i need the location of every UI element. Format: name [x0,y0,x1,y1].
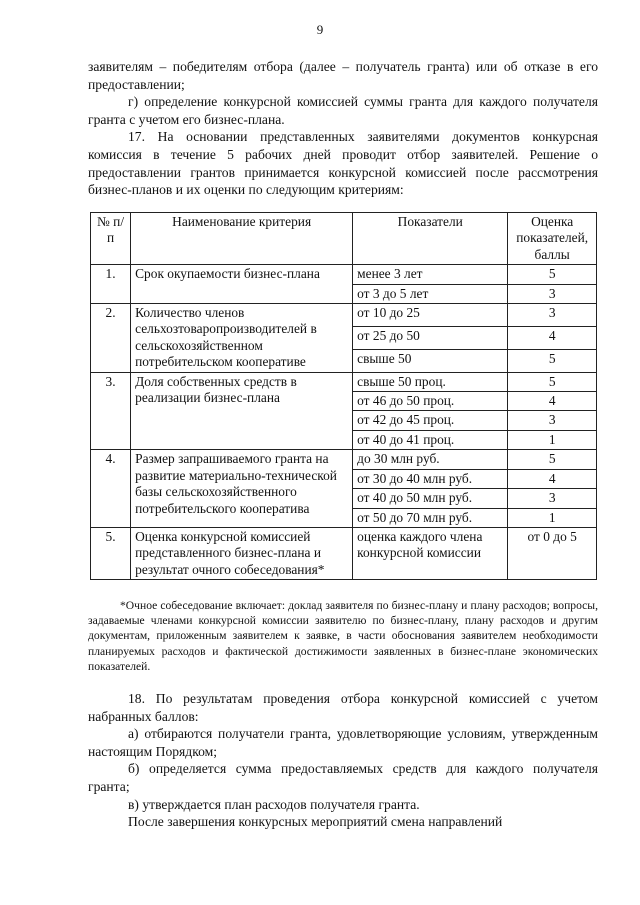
criterion-number: 3. [91,372,131,450]
paragraph: После завершения конкурсных мероприятий смена направлений [128,814,503,830]
header-score: Оценка показателей, баллы [508,213,597,265]
page-number: 9 [316,22,324,37]
paragraph: б) определяется сумма предоставляемых средств для каждого получателя гранта; [88,761,598,794]
score-cell: 5 [508,372,597,391]
header-criterion: Наименование критерия [131,213,353,265]
indicator-cell: от 50 до 70 млн руб. [353,508,508,527]
indicator-cell: до 30 млн руб. [353,450,508,469]
score-cell: 3 [508,304,597,327]
paragraph: 17. На основании представленных заявителями документов конкурсная комиссия в течение 5 рабочих дней проводит отбор заявителей. Решение о предоставлении грантов принимается конкурсной комиссией после рассмотрения бизнес-планов и их оценки по следующим критериям: [88,129,598,198]
score-cell: 3 [508,489,597,508]
indicator-cell: от 42 до 45 проц. [353,411,508,430]
indicator-cell: от 40 до 50 млн руб. [353,489,508,508]
criteria-table-body [91,265,597,580]
indicator-cell: от 10 до 25 [353,304,508,327]
footnote-text: *Очное собеседование включает: доклад заявителя по бизнес-плану и плану расходов; вопросы, задаваемые членами конкурсной комиссии заявителю по бизнес-плану, плану расходов и другим документам, приложенным заявителем к заявке, в части обоснования заявителем необходимости планируемых расходов и фактической достижимости заявленных в бизнес-плане экономических показателей. [88,599,598,673]
header-number: № п/п [91,213,131,265]
criterion-name: Срок окупаемости бизнес-плана [131,265,353,304]
score-cell: 3 [508,411,597,430]
indicator-cell: от 3 до 5 лет [353,284,508,303]
indicator-cell: менее 3 лет [353,265,508,284]
table-row [91,527,597,579]
table-header-row [91,213,597,265]
criterion-name: Доля собственных средств в реализации бизнес-плана [131,372,353,450]
indicator-cell: свыше 50 проц. [353,372,508,391]
indicator-cell: от 25 до 50 [353,326,508,349]
score-cell: 5 [508,265,597,284]
table-row [91,304,597,327]
criterion-name: Оценка конкурсной комиссией представленного бизнес-плана и результат очного собеседования* [131,527,353,579]
paragraph: в) утверждается план расходов получателя гранта. [128,796,420,812]
paragraph: заявителям – победителям отбора (далее – получатель гранта) или об отказе в его предоставлении; [88,59,598,92]
criterion-name: Количество членов сельхозтоваропроизводителей в сельскохозяйственном потребительском кооперативе [131,304,353,373]
paragraph: 18. По результатам проведения отбора конкурсной комиссией с учетом набранных баллов: [88,691,598,724]
score-cell: 1 [508,430,597,449]
criteria-table [90,212,597,580]
table-row [91,372,597,391]
header-indicators: Показатели [353,213,508,265]
table-row [91,450,597,469]
indicator-cell: от 40 до 41 проц. [353,430,508,449]
indicator-cell: от 30 до 40 млн руб. [353,469,508,488]
paragraph: г) определение конкурсной комиссией суммы гранта для каждого получателя гранта с учетом его бизнес-плана. [88,94,598,127]
score-cell: 3 [508,284,597,303]
score-cell: 1 [508,508,597,527]
score-cell: 5 [508,450,597,469]
score-cell: 4 [508,392,597,411]
score-cell: 4 [508,469,597,488]
intro-section [88,58,598,199]
criterion-number: 5. [91,527,131,579]
criterion-name: Размер запрашиваемого гранта на развитие материально-технической базы сельскохозяйственного потребительского кооператива [131,450,353,528]
table-row [91,265,597,284]
closing-section [88,690,598,831]
indicator-cell: свыше 50 [353,349,508,372]
score-cell: от 0 до 5 [508,527,597,579]
indicator-cell: от 46 до 50 проц. [353,392,508,411]
paragraph: а) отбираются получатели гранта, удовлетворяющие условиям, утвержденным настоящим Порядком; [88,726,598,759]
score-cell: 5 [508,349,597,372]
criterion-number: 4. [91,450,131,528]
criterion-number: 1. [91,265,131,304]
score-cell: 4 [508,326,597,349]
footnote [88,598,598,674]
criterion-number: 2. [91,304,131,373]
indicator-cell: оценка каждого члена конкурсной комиссии [353,527,508,579]
